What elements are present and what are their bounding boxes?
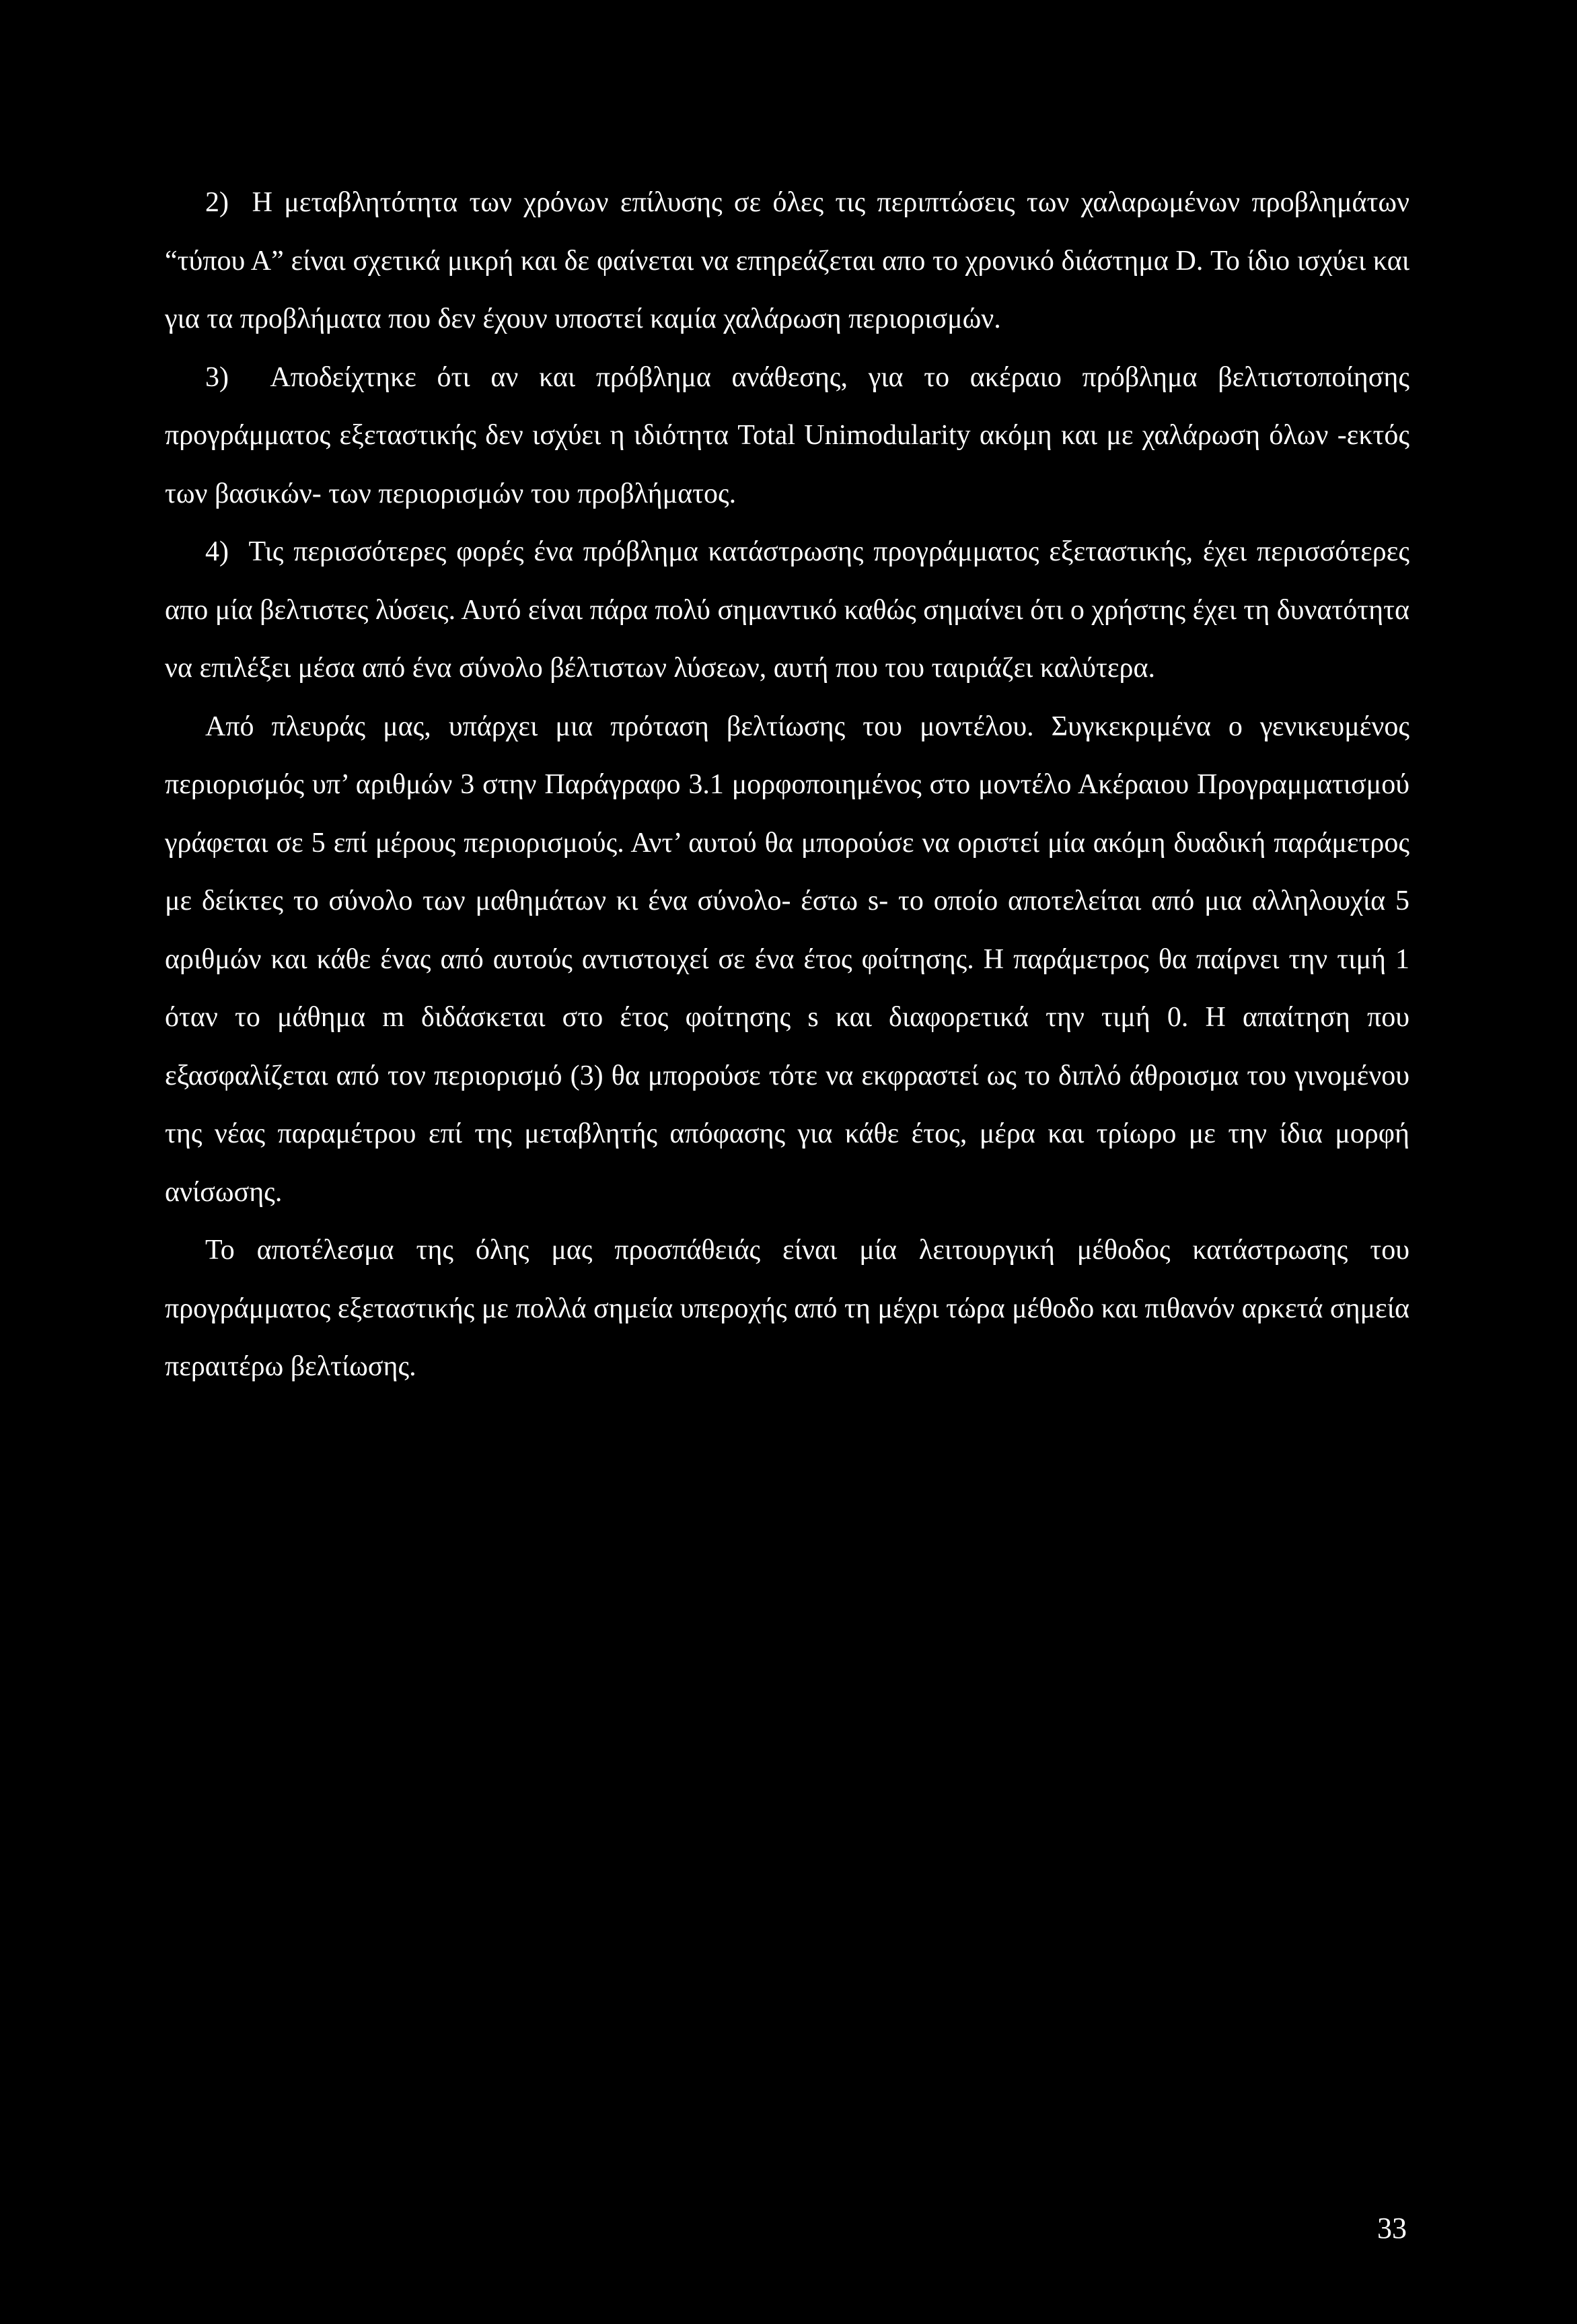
conclusion-item-2: 2) Η μεταβλητότητα των χρόνων επίλυσης σε όλες τις περιπτώσεις των χαλαρωμένων προβλημάτων “τύπου Α” είναι σχετικά μικρή και δε φαίνεται να επηρεάζεται απο το χρονικό διάστημα D. Το ίδιο ισχύει και για τα προβλήματα που δεν έχουν υποστεί καμία χαλάρωση περιορισμών. — [165, 187, 1409, 334]
conclusion-item-4: 4) Τις περισσότερες φορές ένα πρόβλημα κατάστρωσης προγράμματος εξεταστικής, έχει περισσότερες απο μία βελτιστες λύσεις. Αυτό είναι πάρα πολύ σημαντικό καθώς σημαίνει ότι ο χρήστης έχει τη δυνατότητα να επιλέξει μέσα από ένα σύνολο βέλτιστων λύσεων, αυτή που του ταιριάζει καλύτερα. — [165, 536, 1409, 684]
closing-paragraph: Το αποτέλεσμα της όλης μας προσπάθειάς είναι μία λειτουργική μέθοδος κατάστρωσης του προγράμματος εξεταστικής με πολλά σημεία υπεροχής από τη μέχρι τώρα μέθοδο και πιθανόν αρκετά σημεία περαιτέρω βελτίωσης. — [165, 1235, 1409, 1382]
conclusion-item-3: 3) Αποδείχτηκε ότι αν και πρόβλημα ανάθεσης, για το ακέραιο πρόβλημα βελτιστοποίησης προγράμματος εξεταστικής δεν ισχύει η ιδιότητα Total Unimodularity ακόμη και με χαλάρωση όλων -εκτός των βασικών- των περιορισμών του προβλήματος. — [165, 361, 1409, 509]
improvement-proposal-paragraph: Από πλευράς μας, υπάρχει μια πρόταση βελτίωσης του μοντέλου. Συγκεκριμένα ο γενικευμένος περιορισμός υπ’ αριθμών 3 στην Παράγραφο 3.1 μορφοποιημένος στο μοντέλο Ακέραιου Προγραμματισμού γράφεται σε 5 επί μέρους περιορισμούς. Αντ’ αυτού θα μπορούσε να οριστεί μία ακόμη δυαδική παράμετρος με δείκτες το σύνολο των μαθημάτων κι ένα σύνολο- έστω s- το οποίο αποτελείται από μια αλληλουχία 5 αριθμών και κάθε ένας από αυτούς αντιστοιχεί σε ένα έτος φοίτησης. Η παράμετρος θα παίρνει την τιμή 1 όταν το μάθημα m διδάσκεται στο έτος φοίτησης s και διαφορετικά την τιμή 0. Η απαίτηση που εξασφαλίζεται από τον περιορισμό (3) θα μπορούσε τότε να εκφραστεί ως το διπλό άθροισμα του γινομένου της νέας παραμέτρου επί της μεταβλητής απόφασης για κάθε έτος, μέρα και τρίωρο με την ίδια μορφή ανίσωσης. — [165, 711, 1409, 1208]
page-number: 33 — [1377, 2212, 1407, 2245]
body-text — [165, 174, 1409, 1396]
